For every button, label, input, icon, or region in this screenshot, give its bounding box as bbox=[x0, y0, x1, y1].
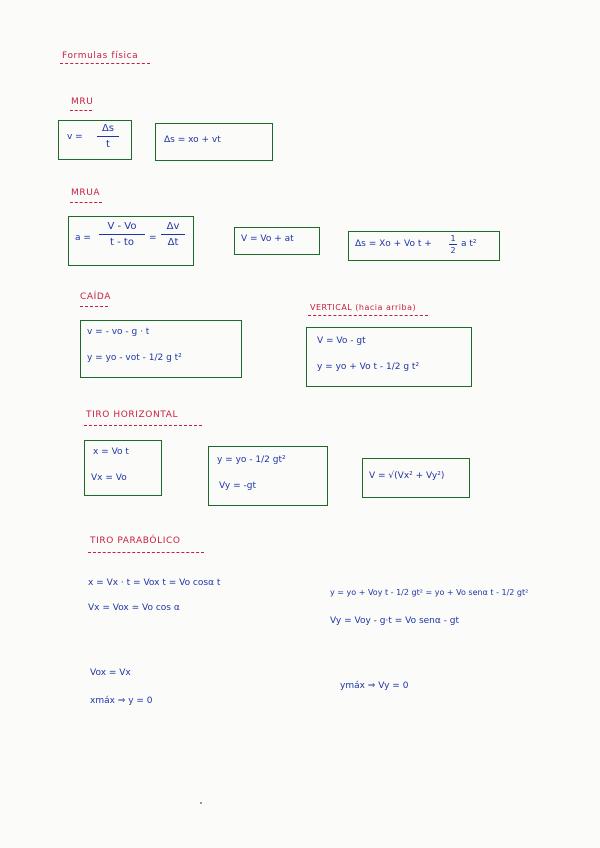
mrua-underline bbox=[70, 202, 102, 203]
mru-v-numerator: Δs bbox=[101, 123, 115, 134]
caida-eq1: v = - vo - g · t bbox=[87, 327, 150, 337]
parabolico-eq1: x = Vx · t = Vox t = Vo cosα t bbox=[88, 578, 221, 588]
page-title-underline bbox=[60, 63, 150, 64]
mrua-velocity-box bbox=[234, 227, 320, 255]
paper-mark bbox=[200, 802, 202, 804]
page-title: Formulas física bbox=[62, 51, 139, 61]
parabolico-underline bbox=[88, 552, 204, 553]
vertical-eq1: V = Vo - gt bbox=[317, 336, 366, 346]
mrua-v-equation: V = Vo + at bbox=[241, 234, 294, 244]
parabolico-title: TIRO PARABÓLICO bbox=[90, 536, 181, 546]
mrua-displacement-box bbox=[348, 231, 500, 261]
caida-eq2: y = yo - vot - 1/2 g t² bbox=[87, 353, 182, 363]
vertical-title: VERTICAL (hacia arriba) bbox=[310, 303, 417, 312]
mrua-title: MRUA bbox=[71, 188, 101, 198]
mrua-a-fraction-1 bbox=[99, 221, 145, 248]
horizontal-y-box bbox=[208, 446, 328, 506]
mrua-s-half-den: 2 bbox=[450, 246, 456, 255]
fraction-line bbox=[449, 244, 457, 245]
mrua-a-lhs: a = bbox=[75, 233, 91, 243]
mru-ds-equation: Δs = xo + vt bbox=[164, 135, 221, 145]
mrua-a-denominator-2: Δt bbox=[167, 237, 179, 248]
parabolico-eq4: Vy = Voy - g·t = Vo senα - gt bbox=[330, 616, 460, 626]
vertical-underline bbox=[308, 315, 428, 316]
parabolico-eq5: Vox = Vx bbox=[90, 668, 131, 678]
mrua-acceleration-box bbox=[68, 216, 194, 266]
parabolico-eq6: xmáx ⇒ y = 0 bbox=[90, 696, 153, 706]
parabolico-eq3: y = yo + Voy t - 1/2 gt² = yo + Vo senα t - 1/2 gt² bbox=[330, 588, 529, 597]
mru-velocity-box bbox=[58, 120, 132, 160]
mrua-s-equation: Δs = Xo + Vo t + bbox=[355, 239, 432, 249]
mrua-s-half-num: 1 bbox=[450, 234, 456, 243]
horizontal-eq5: V = √(Vx² + Vy²) bbox=[369, 471, 445, 481]
vertical-box bbox=[306, 327, 472, 387]
caida-box bbox=[80, 320, 242, 378]
horizontal-modulus-box bbox=[362, 458, 470, 498]
horizontal-x-box bbox=[84, 440, 162, 496]
mru-displacement-box bbox=[155, 123, 273, 161]
mrua-a-equals: = bbox=[149, 233, 157, 243]
mru-v-lhs: v = bbox=[67, 132, 83, 142]
caida-underline bbox=[80, 306, 108, 307]
mrua-a-fraction-2 bbox=[161, 221, 185, 248]
mrua-s-tail: a t² bbox=[461, 239, 477, 249]
mru-v-fraction bbox=[97, 123, 119, 150]
horizontal-eq4: Vy = -gt bbox=[219, 481, 256, 491]
mrua-s-half bbox=[449, 234, 457, 255]
mru-title: MRU bbox=[71, 97, 94, 107]
parabolico-eq2: Vx = Vox = Vo cos α bbox=[88, 603, 180, 613]
fraction-line bbox=[97, 136, 119, 137]
horizontal-title: TIRO HORIZONTAL bbox=[86, 410, 179, 420]
mru-underline bbox=[70, 110, 92, 111]
horizontal-eq2: Vx = Vo bbox=[91, 473, 127, 483]
parabolico-eq7: ymáx ⇒ Vy = 0 bbox=[340, 681, 409, 691]
fraction-line bbox=[99, 234, 145, 235]
mru-v-denominator: t bbox=[106, 139, 110, 150]
horizontal-underline bbox=[84, 425, 202, 426]
mrua-a-denominator-1: t - to bbox=[110, 237, 134, 248]
fraction-line bbox=[161, 234, 185, 235]
vertical-eq2: y = yo + Vo t - 1/2 g t² bbox=[317, 362, 420, 372]
mrua-a-numerator-1: V - Vo bbox=[107, 221, 137, 232]
mrua-a-numerator-2: Δv bbox=[166, 221, 180, 232]
horizontal-eq1: x = Vo t bbox=[93, 447, 129, 457]
caida-title: CAÍDA bbox=[80, 292, 112, 302]
horizontal-eq3: y = yo - 1/2 gt² bbox=[217, 455, 286, 465]
